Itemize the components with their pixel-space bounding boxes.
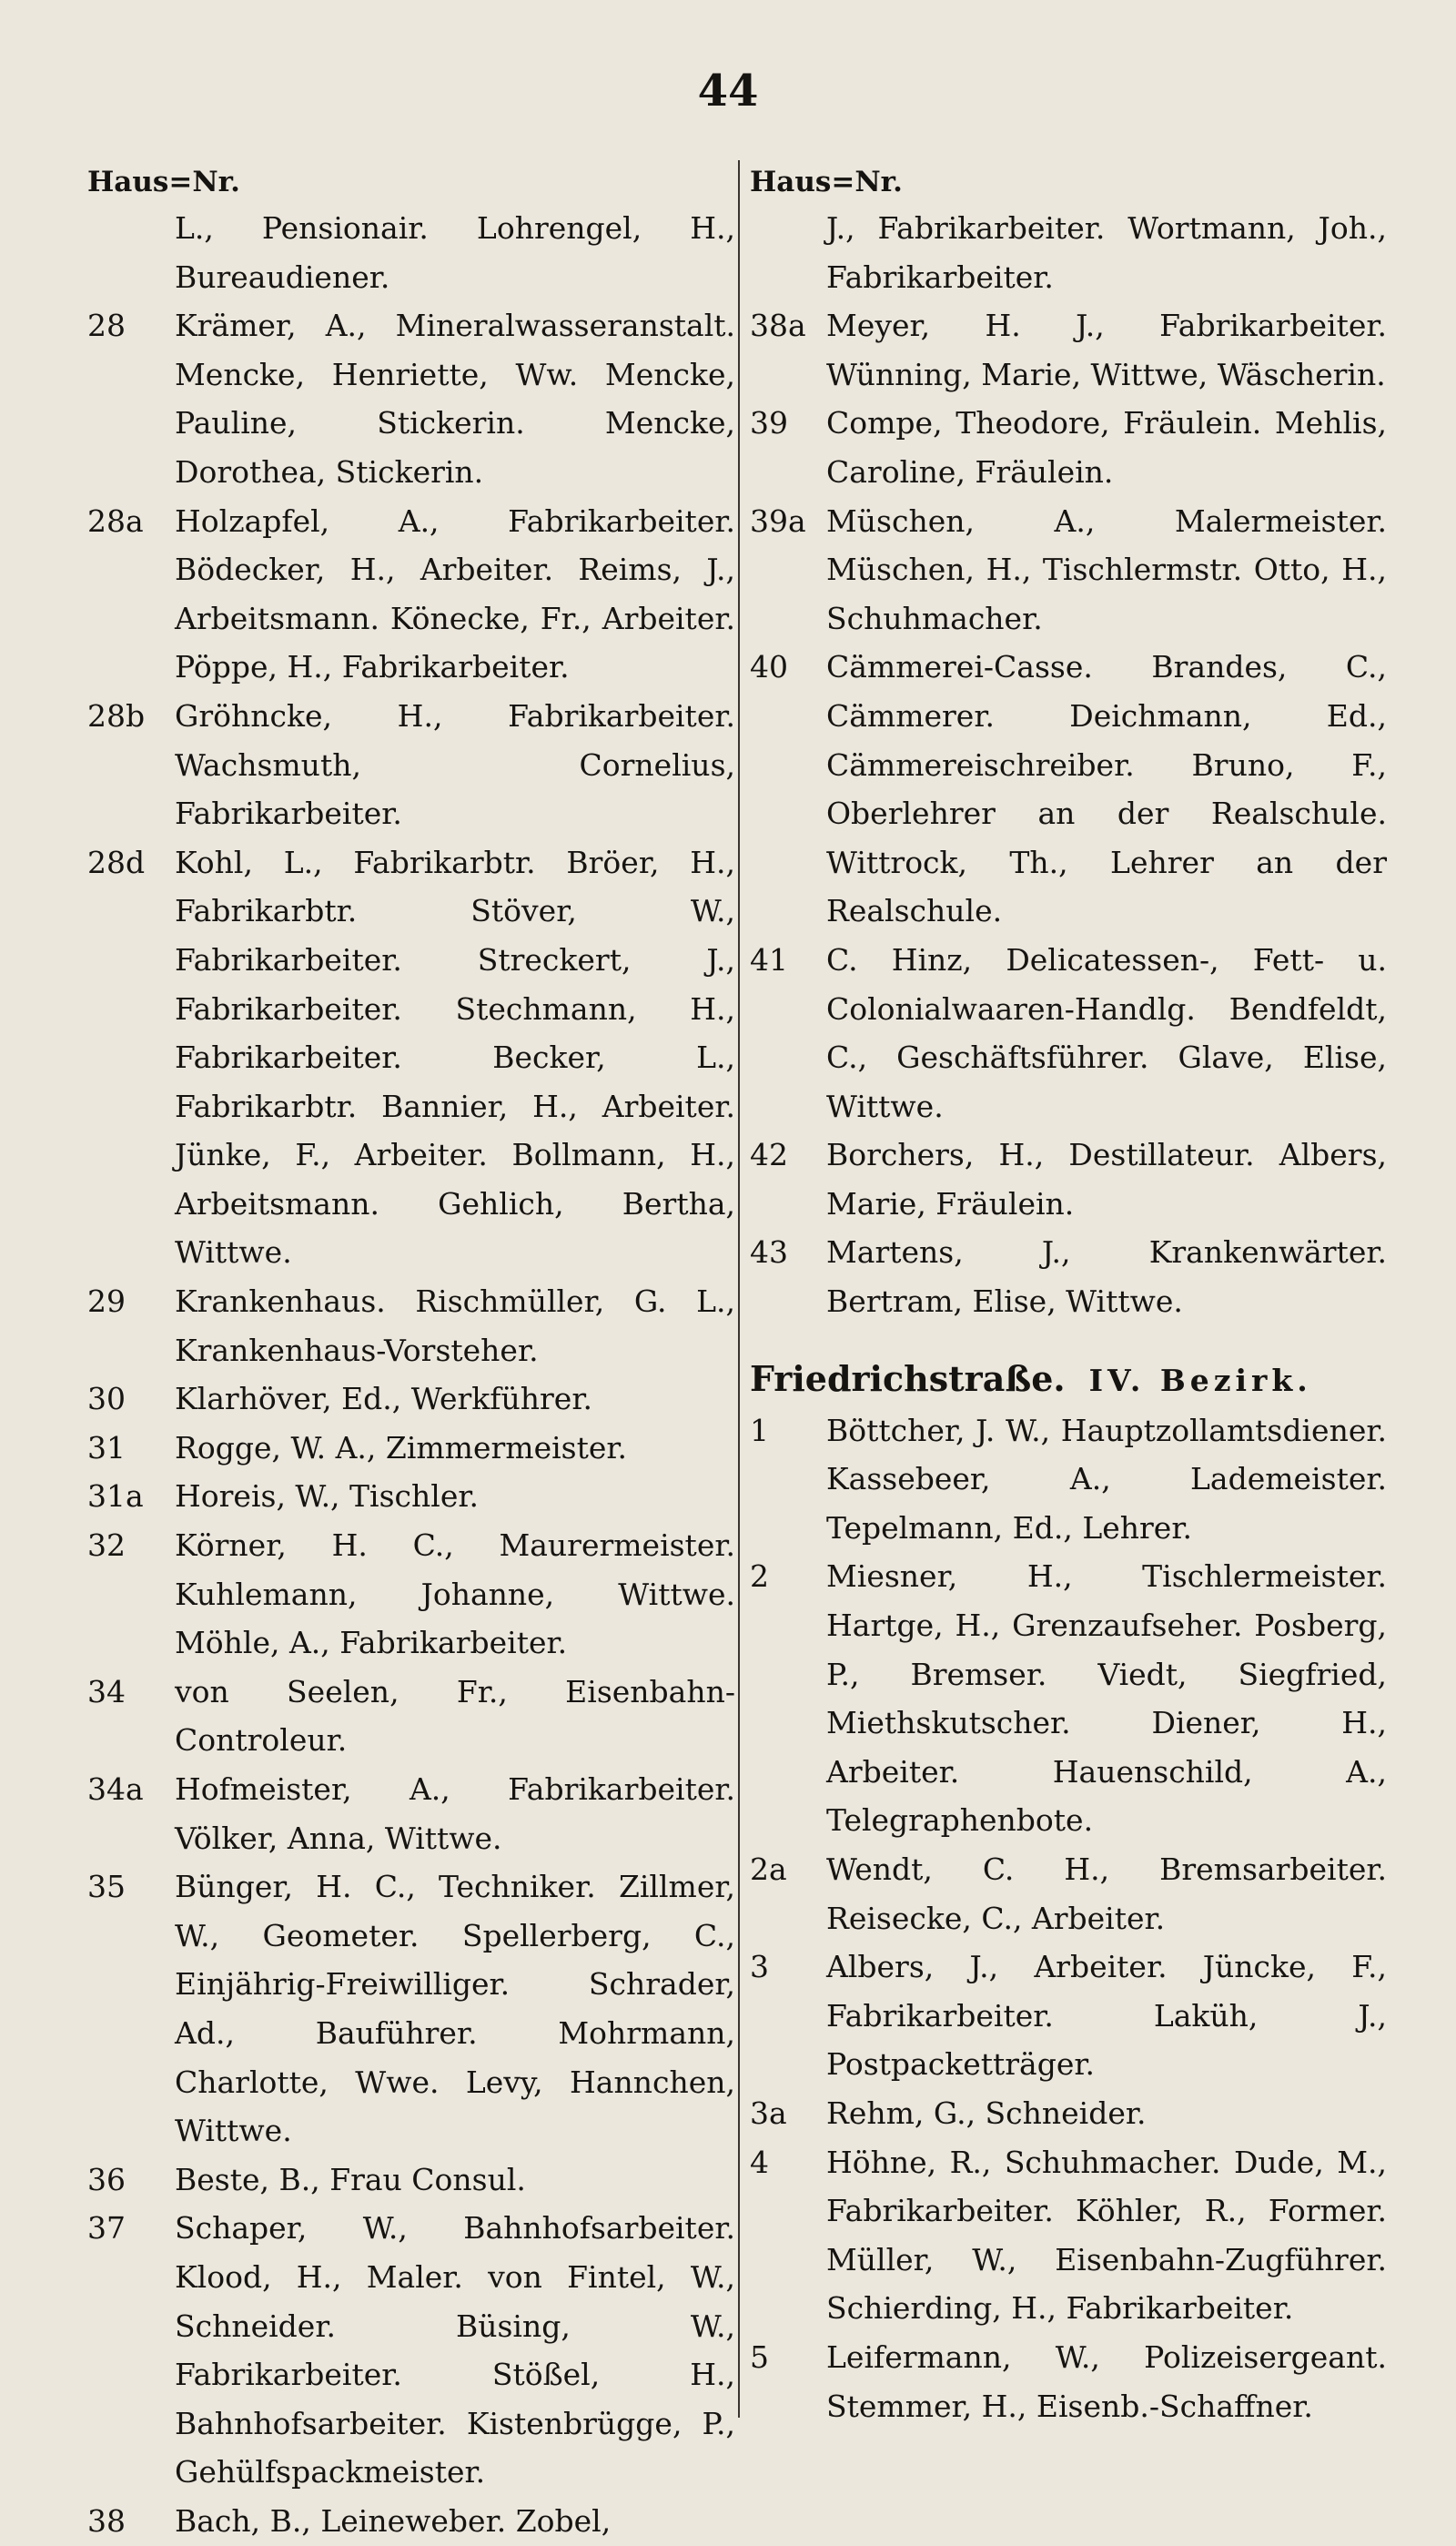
list-item — [87, 1472, 735, 1521]
residents-text: Klarhöver, Ed., Werkführer. — [175, 1381, 592, 1417]
residents-text: Holzapfel, A., Fabrikarbeiter. Bödecker, H., Arbeiter. Reims, J., Arbeitsmann. Könecke, Fr., Arbeiter. Pöppe, H., Fabrikarbeiter. — [175, 502, 735, 685]
list-item — [750, 936, 1387, 1131]
page-number: 44 — [697, 66, 759, 117]
list-item — [750, 204, 1387, 301]
list-item — [750, 2089, 1387, 2138]
residents-text: Beste, B., Frau Consul. — [175, 2161, 526, 2197]
list-item — [750, 1552, 1387, 1845]
list-item — [750, 1406, 1387, 1553]
house-number: 3 — [750, 1949, 769, 1985]
column-header: Haus=Nr. — [750, 166, 903, 198]
street-heading — [750, 1352, 1387, 1406]
list-item — [87, 1424, 735, 1473]
house-number: 35 — [87, 1869, 126, 1905]
list-item — [750, 2138, 1387, 2333]
column-header: Haus=Nr. — [87, 166, 240, 198]
residents-text: Martens, J., Krankenwärter. Bertram, Elise, Wittwe. — [826, 1234, 1387, 1320]
residents-text: Rehm, G., Schneider. — [826, 2095, 1147, 2131]
list-item — [87, 1668, 735, 1765]
residents-text: Cämmerei-Casse. Brandes, C., Cämmerer. Deichmann, Ed., Cämmereischreiber. Bruno, F., Oberlehrer an der Realschule. Wittrock, Th., Lehrer an der Realschule. — [826, 649, 1387, 929]
list-item — [87, 204, 735, 301]
residents-text: Kohl, L., Fabrikarbtr. Bröer, H., Fabrikarbtr. Stöver, W., Fabrikarbeiter. Streckert, J., Fabrikarbeiter. Stechmann, H., Fabrikarbeiter. Becker, L., Fabrikarbtr. Bannier, H., Arbeiter. Jünke, F., Arbeiter. Bollmann, H., Arbeitsmann. Gehlich, Bertha, Wittwe. — [175, 844, 735, 1271]
left-column — [87, 160, 735, 2546]
residents-text: Hofmeister, A., Fabrikarbeiter. Völker, Anna, Wittwe. — [175, 1771, 735, 1856]
list-item — [87, 838, 735, 1277]
house-number: 28d — [87, 844, 146, 880]
right-column — [750, 160, 1387, 2430]
residents-text: Miesner, H., Tischlermeister. Hartge, H., Grenzaufseher. Posberg, P., Bremser. Viedt, Siegfried, Miethskutscher. Diener, H., Arbeiter. Hauenschild, A., Telegraphenbote. — [826, 1558, 1387, 1839]
list-item — [750, 1845, 1387, 1942]
house-number: 28 — [87, 308, 126, 344]
house-number: 38a — [750, 308, 806, 344]
house-number — [750, 204, 826, 301]
house-number: 28b — [87, 697, 146, 734]
list-item — [87, 497, 735, 692]
list-item — [87, 1277, 735, 1374]
residents-text: Albers, J., Arbeiter. Jüncke, F., Fabrikarbeiter. Laküh, J., Postpacketträger. — [826, 1949, 1387, 2083]
residents-text: C. Hinz, Delicatessen-, Fett- u. Colonialwaaren-Handlg. Bendfeldt, C., Geschäftsführer. Glave, Elise, Wittwe. — [826, 941, 1387, 1124]
house-number: 36 — [87, 2161, 126, 2197]
house-number: 39a — [750, 502, 806, 539]
house-number: 29 — [87, 1283, 126, 1320]
residents-text: L., Pensionair. Lohrengel, H., Bureaudiener. — [175, 210, 735, 295]
residents-text: J., Fabrikarbeiter. Wortmann, Joh., Fabrikarbeiter. — [826, 210, 1387, 295]
residents-text: von Seelen, Fr., Eisenbahn-Controleur. — [175, 1673, 735, 1759]
residents-text: Böttcher, J. W., Hauptzollamtsdiener. Kassebeer, A., Lademeister. Tepelmann, Ed., Lehrer. — [826, 1412, 1387, 1546]
house-number: 30 — [87, 1381, 126, 1417]
residents-text: Wendt, C. H., Bremsarbeiter. Reisecke, C., Arbeiter. — [826, 1851, 1387, 1936]
house-number: 32 — [87, 1527, 126, 1564]
residents-text: Gröhncke, H., Fabrikarbeiter. Wachsmuth, Cornelius, Fabrikarbeiter. — [175, 697, 735, 832]
house-number: 4 — [750, 2144, 769, 2180]
house-number: 41 — [750, 941, 788, 978]
residents-text: Müschen, A., Malermeister. Müschen, H., Tischlermstr. Otto, H., Schuhmacher. — [826, 502, 1387, 636]
list-item — [87, 2155, 735, 2205]
residents-text: Schaper, W., Bahnhofsarbeiter. Klood, H., Maler. von Fintel, W., Schneider. Büsing, W., Fabrikarbeiter. Stößel, H., Bahnhofsarbeiter. Kistenbrügge, P., Gehülfspackmeister. — [175, 2210, 735, 2490]
residents-text: Meyer, H. J., Fabrikarbeiter. Wünning, Marie, Wittwe, Wäscherin. — [826, 308, 1387, 392]
list-item — [87, 301, 735, 496]
house-number: 2 — [750, 1558, 769, 1595]
list-item — [750, 2333, 1387, 2430]
house-number: 34 — [87, 1673, 126, 1709]
list-item — [750, 497, 1387, 644]
residents-text: Rogge, W. A., Zimmermeister. — [175, 1429, 628, 1466]
residents-text: Körner, H. C., Maurermeister. Kuhlemann, Johanne, Wittwe. Möhle, A., Fabrikarbeiter. — [175, 1527, 735, 1661]
house-number: 2a — [750, 1851, 787, 1887]
list-item — [750, 399, 1387, 496]
residents-text: Borchers, H., Destillateur. Albers, Marie, Fräulein. — [826, 1137, 1387, 1222]
residents-text: Leifermann, W., Polizeisergeant. Stemmer, H., Eisenb.-Schaffner. — [826, 2338, 1387, 2424]
list-item — [750, 301, 1387, 399]
list-item — [87, 2204, 735, 2497]
residents-text: Bach, B., Leineweber. Zobel, — [175, 2502, 612, 2539]
residents-text: Krankenhaus. Rischmüller, G. L., Krankenhaus-Vorsteher. — [175, 1283, 735, 1368]
house-number: 31a — [87, 1478, 144, 1515]
house-number: 38 — [87, 2502, 126, 2539]
house-number: 3a — [750, 2095, 787, 2131]
column-divider — [738, 160, 740, 2418]
residents-text: Höhne, R., Schuhmacher. Dude, M., Fabrikarbeiter. Köhler, R., Former. Müller, W., Eisenbahn-Zugführer. Schierding, H., Fabrikarbeiter. — [826, 2144, 1387, 2327]
house-number: 42 — [750, 1137, 788, 1173]
house-number: 39 — [750, 405, 788, 441]
list-item — [87, 692, 735, 838]
list-item — [750, 1228, 1387, 1325]
house-number: 37 — [87, 2210, 126, 2247]
house-number: 5 — [750, 2338, 769, 2375]
list-item — [750, 643, 1387, 936]
residents-text: Bünger, H. C., Techniker. Zillmer, W., Geometer. Spellerberg, C., Einjährig-Freiwilliger. Schrader, Ad., Bauführer. Mohrmann, Charlotte, Wwe. Levy, Hannchen, Wittwe. — [175, 1869, 735, 2149]
residents-text: Krämer, A., Mineralwasseranstalt. Mencke, Henriette, Ww. Mencke, Pauline, Stickerin. Mencke, Dorothea, Stickerin. — [175, 308, 735, 490]
house-number: 43 — [750, 1234, 788, 1271]
house-number: 28a — [87, 502, 144, 539]
street-district: IV. Bezirk. — [1088, 1362, 1312, 1398]
street-name: Friedrichstraße. — [750, 1357, 1066, 1399]
list-item — [87, 1862, 735, 2155]
list-item — [750, 1131, 1387, 1228]
house-number: 34a — [87, 1771, 144, 1807]
house-number — [87, 204, 175, 301]
list-item — [87, 1521, 735, 1668]
list-item — [750, 1942, 1387, 2089]
house-number: 40 — [750, 649, 788, 685]
list-item — [87, 1765, 735, 1862]
list-item — [87, 1374, 735, 1424]
residents-text: Horeis, W., Tischler. — [175, 1478, 479, 1515]
list-item — [87, 2497, 735, 2546]
house-number: 1 — [750, 1412, 769, 1448]
house-number: 31 — [87, 1429, 126, 1466]
residents-text: Compe, Theodore, Fräulein. Mehlis, Caroline, Fräulein. — [826, 405, 1387, 490]
